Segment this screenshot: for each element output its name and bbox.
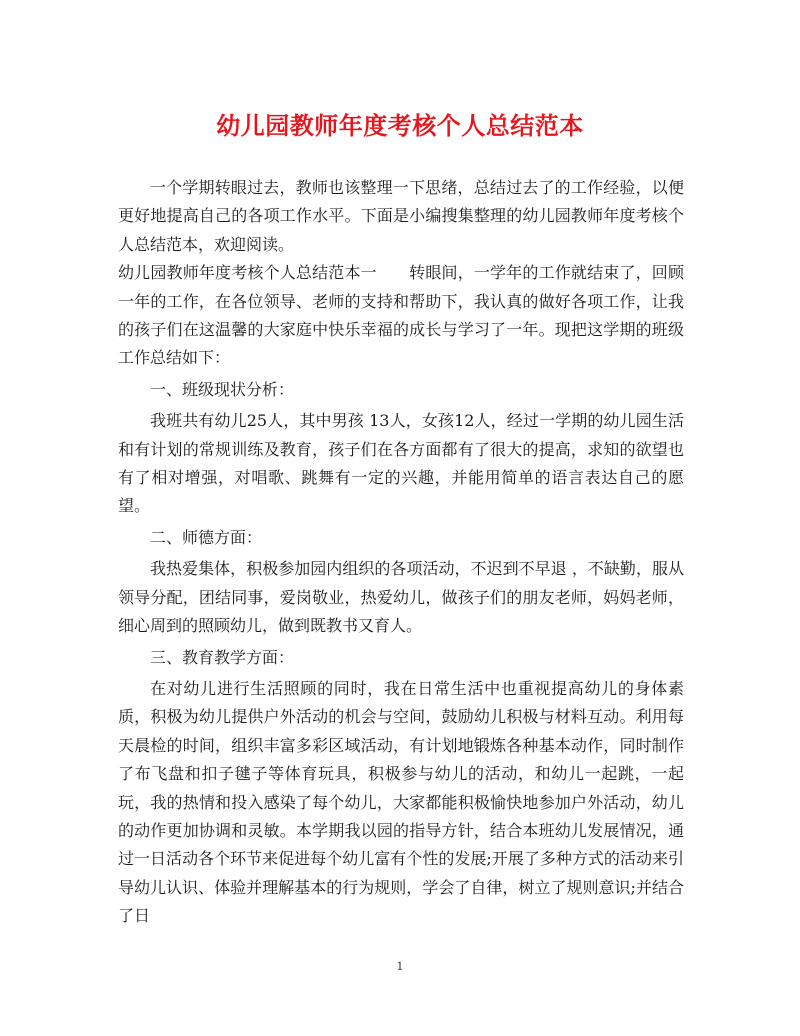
section-heading-class-status: 一、班级现状分析： <box>150 379 295 399</box>
page-number: 1 <box>396 960 404 973</box>
intro-paragraph: 一个学期转眼过去，教师也该整理一下思绪，总结过去了的工作经验，以便更好地提高自己的各项工作水平。下面是小编搜集整理的幼儿园教师年度考核个人总结范本，欢迎阅读。 <box>118 178 684 254</box>
section-body-teaching: 在对幼儿进行生活照顾的同时，我在日常生活中也重视提高幼儿的身体素质，积极为幼儿提供户外活动的机会与空间，鼓励幼儿积极与材料互动。利用每天晨检的时间，组织丰富多彩区域活动，有计划地锻炼各种基本动作，同时制作了布飞盘和扣子毽子等体育玩具，积极参与幼儿的活动，和幼儿一起跳，一起玩，我的热情和投入感染了每个幼儿，大家都能积极愉快地参加户外活动，幼儿的动作更加协调和灵敏。本学期我以园的指导方针，结合本班幼儿发展情况，通过一日活动各个环节来促进每个幼儿富有个性的发展;开展了多种方式的活动来引导幼儿认识、体验并理解基本的行为规则，学会了自律，树立了规则意识;并结合了日 <box>118 678 684 926</box>
section-heading-teacher-ethics: 二、师德方面： <box>150 527 263 547</box>
section-body-class-status: 我班共有幼儿25人，其中男孩 13人，女孩12人，经过一学期的幼儿园生活和有计划的常规训练及教育，孩子们在各方面都有了很大的提高，求知的欲望也有了相对增强，对唱歌、跳舞有一定的兴趣，并能用简单的语言表达自己的愿望。 <box>118 411 684 516</box>
section-body-teacher-ethics: 我热爱集体，积极参加园内组织的各项活动，不迟到不早退 ，不缺勤，服从领导分配，团结同事，爱岗敬业，热爱幼儿，做孩子们的朋友老师，妈妈老师，细心周到的照顾幼儿，做到既教书又育人。 <box>118 559 684 636</box>
document-title: 幼儿园教师年度考核个人总结范本 <box>216 111 584 140</box>
sample-intro-paragraph: 幼儿园教师年度考核个人总结范本一 转眼间，一学年的工作就结束了，回顾一年的工作，在各位领导、老师的支持和帮助下，我认真的做好各项工作，让我的孩子们在这温馨的大家庭中快乐幸福的成长与学习了一年。现把这学期的班级工作总结如下： <box>118 263 684 368</box>
section-heading-teaching: 三、教育教学方面： <box>150 647 295 667</box>
document-body <box>118 174 684 931</box>
